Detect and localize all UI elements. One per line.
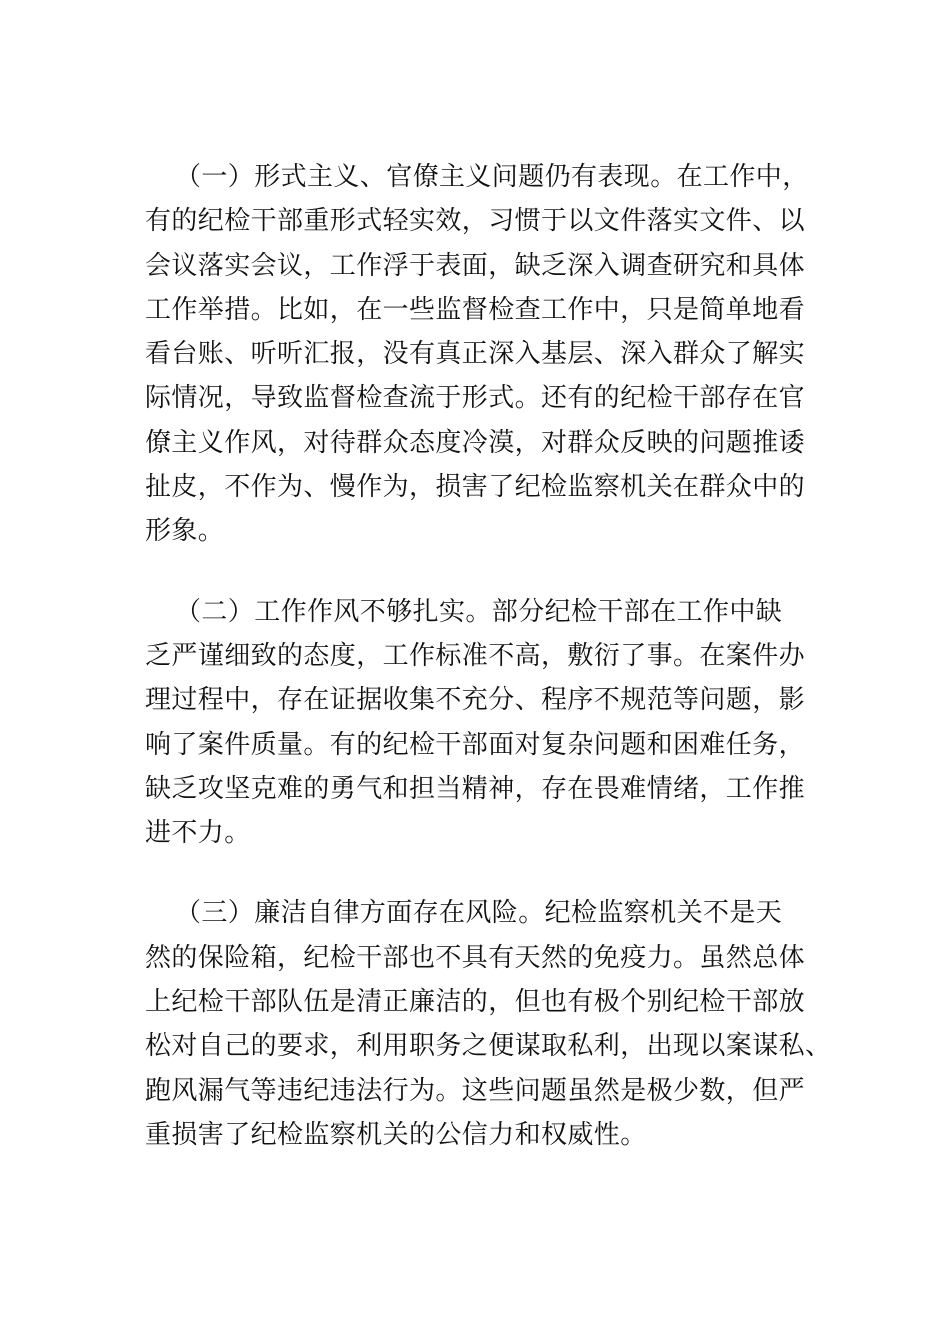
text-line: 扯皮，不作为、慢作为，损害了纪检监察机关在群众中的 (145, 472, 806, 503)
paragraph-work-style (145, 590, 815, 856)
document-page (145, 155, 832, 1193)
text-line: 上纪检干部队伍是清正廉洁的，但也有极个别纪检干部放 (145, 987, 806, 1018)
paragraph-formalism (145, 155, 815, 554)
text-line: 际情况，导致监督检查流于形式。还有的纪检干部存在官 (145, 383, 806, 414)
text-line: 理过程中，存在证据收集不充分、程序不规范等问题，影 (145, 685, 806, 716)
text-line: 跑风漏气等违纪违法行为。这些问题虽然是极少数，但严 (145, 1075, 806, 1106)
text-line: 僚主义作风，对待群众态度冷漠，对群众反映的问题推诿 (145, 427, 806, 458)
text-line: （三）廉洁自律方面存在风险。纪检监察机关不是天 (175, 898, 783, 929)
text-line: 形象。 (145, 516, 225, 547)
text-line: 响了案件质量。有的纪检干部面对复杂问题和困难任务， (145, 729, 806, 760)
text-line: 重损害了纪检监察机关的公信力和权威性。 (145, 1119, 647, 1150)
text-line: 缺乏攻坚克难的勇气和担当精神，存在畏难情绪，工作推 (145, 773, 806, 804)
text-line: 会议落实会议，工作浮于表面，缺乏深入调查研究和具体 (145, 250, 806, 281)
text-line: 进不力。 (145, 818, 251, 849)
text-line: 松对自己的要求，利用职务之便谋取私利，出现以案谋私、 (145, 1031, 832, 1062)
text-line: 然的保险箱，纪检干部也不具有天然的免疫力。虽然总体 (145, 942, 806, 973)
text-line: 乏严谨细致的态度，工作标准不高，敷衍了事。在案件办 (145, 640, 806, 671)
paragraph-integrity-risk (145, 891, 832, 1157)
text-line: 有的纪检干部重形式轻实效，习惯于以文件落实文件、以 (145, 206, 806, 237)
text-line: （二）工作作风不够扎实。部分纪检干部在工作中缺 (175, 596, 783, 627)
text-line: 工作举措。比如，在一些监督检查工作中，只是简单地看 (145, 294, 806, 325)
text-line: 看台账、听听汇报，没有真正深入基层、深入群众了解实 (145, 339, 806, 370)
text-line: （一）形式主义、官僚主义问题仍有表现。在工作中， (175, 162, 809, 192)
